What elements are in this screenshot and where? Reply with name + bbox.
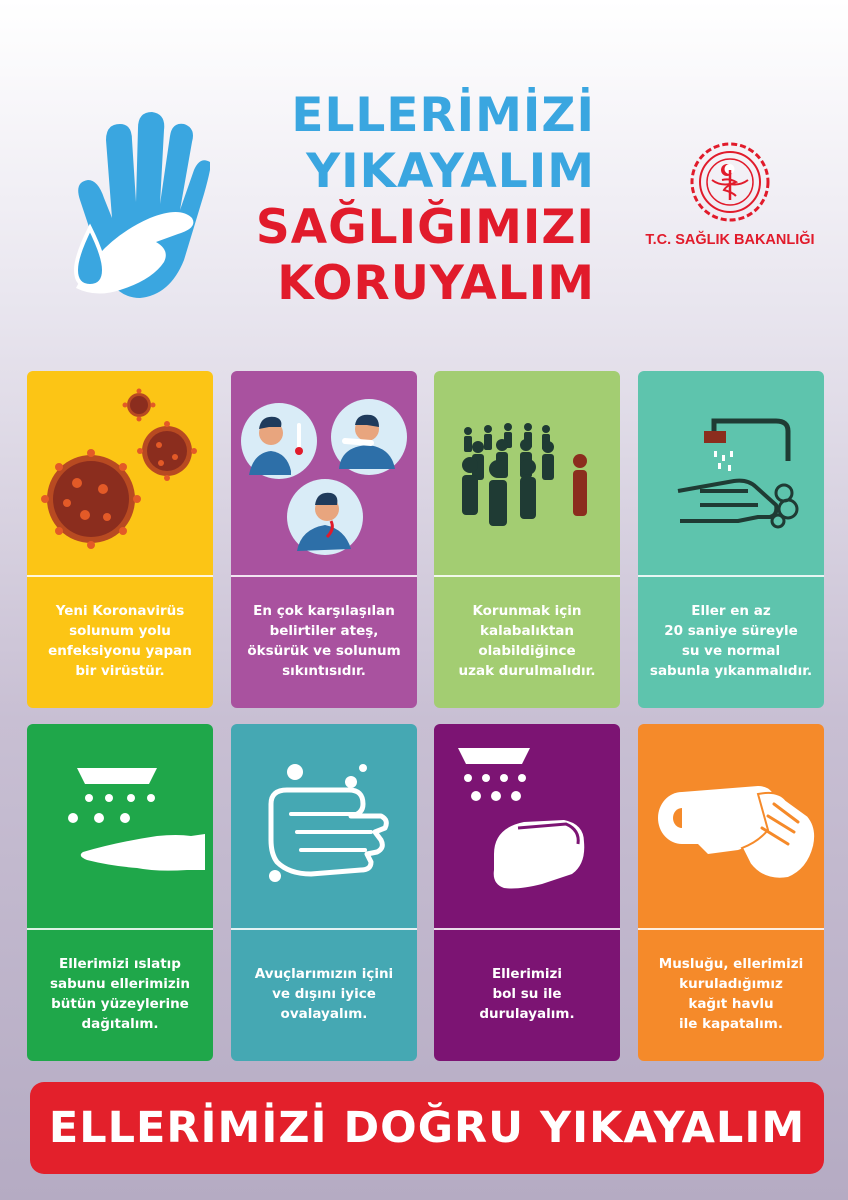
ministry-branding <box>630 140 830 248</box>
card-divider <box>231 928 417 930</box>
card-caption: En çok karşılaşılan belirtiler ateş, öksürük ve solunum sıkıntısıdır. <box>247 602 401 679</box>
info-card-symptoms <box>231 371 417 708</box>
card-caption: Ellerimizi bol su ile durulayalım. <box>479 965 575 1022</box>
info-card-wet-hands <box>27 724 213 1061</box>
card-caption: Yeni Koronavirüs solunum yolu enfeksiyonu yapan bir virüstür. <box>48 602 192 679</box>
handwash-faucet-icon <box>638 371 824 571</box>
card-caption: Avuçlarımızın içini ve dışını iyice ovalayalım. <box>254 965 394 1022</box>
ministry-name: T.C. SAĞLIK BAKANLIĞI <box>645 232 815 248</box>
symptoms-icon <box>231 371 417 571</box>
info-card-coronavirus <box>27 371 213 708</box>
info-card-crowd <box>434 371 620 708</box>
card-divider <box>434 575 620 577</box>
paper-towel-icon <box>638 724 824 924</box>
crowd-icon <box>434 371 620 571</box>
ministry-emblem-icon <box>688 140 772 224</box>
title-line-4: KORUYALIM <box>277 256 595 311</box>
info-card-paper-towel <box>638 724 824 1061</box>
title-line-2: YIKAYALIM <box>306 144 595 199</box>
info-card-rinse <box>434 724 620 1061</box>
card-caption: Eller en az 20 saniye süreyle su ve normal sabunla yıkanmalıdır. <box>649 602 813 679</box>
card-caption: Musluğu, ellerimizi kuruladığımız kağıt havlu ile kapatalım. <box>658 955 804 1032</box>
card-divider <box>638 575 824 577</box>
card-divider <box>434 928 620 930</box>
card-caption: Korunmak için kalabalıktan olabildiğince uzak durulmalıdır. <box>458 602 596 679</box>
page-title <box>250 88 595 312</box>
title-line-3: SAĞLIĞIMIZI <box>255 200 595 255</box>
info-card-rub-palms <box>231 724 417 1061</box>
banner-text: ELLERİMİZİ DOĞRU YIKAYALIM <box>48 1103 806 1153</box>
card-caption: Ellerimizi ıslatıp sabunu ellerimizin bütün yüzeylerine dağıtalım. <box>50 955 190 1032</box>
card-divider <box>27 928 213 930</box>
card-divider <box>27 575 213 577</box>
header <box>0 0 848 360</box>
info-grid <box>27 371 824 1061</box>
card-divider <box>638 928 824 930</box>
hand-wash-logo-icon <box>60 110 210 310</box>
bottom-banner <box>30 1082 824 1174</box>
coronavirus-icon <box>27 371 213 571</box>
card-divider <box>231 575 417 577</box>
title-line-1: ELLERİMİZİ <box>291 88 595 143</box>
wet-hands-icon <box>27 724 213 924</box>
rinse-hands-icon <box>434 724 620 924</box>
info-card-handwash <box>638 371 824 708</box>
rub-palms-icon <box>231 724 417 924</box>
